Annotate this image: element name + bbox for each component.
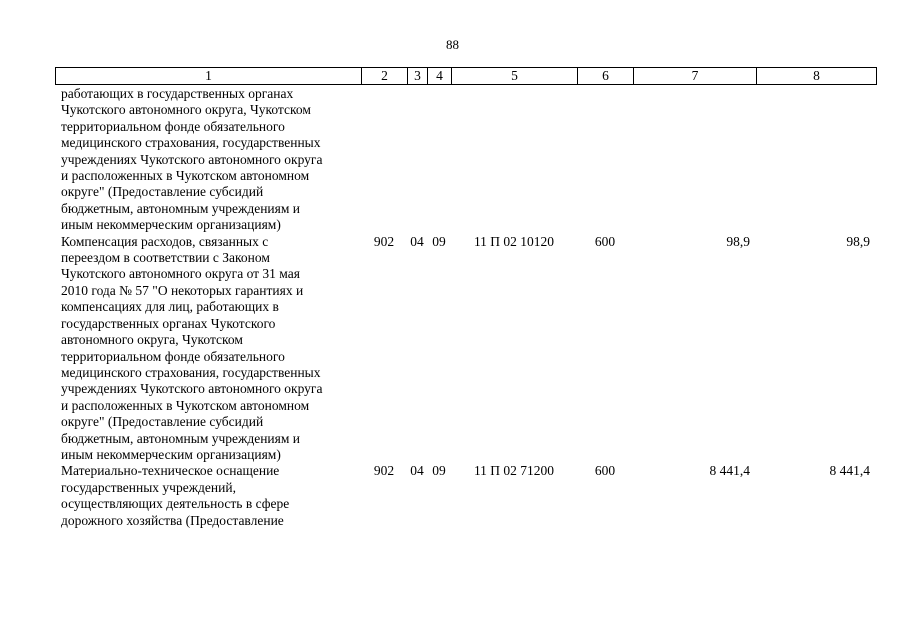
table-row bbox=[55, 86, 876, 234]
header-col-4: 4 bbox=[428, 68, 452, 85]
header-col-6: 6 bbox=[578, 68, 634, 85]
header-col-8: 8 bbox=[757, 68, 877, 85]
row-subsection: 09 bbox=[432, 233, 446, 249]
row-amount-1: 98,9 bbox=[726, 233, 750, 249]
row-target-article: 11 П 02 10120 bbox=[473, 233, 555, 249]
row-expense-type bbox=[577, 86, 633, 234]
header-col-7: 7 bbox=[634, 68, 757, 85]
budget-table bbox=[55, 86, 876, 529]
row-target-article: 11 П 02 71200 bbox=[473, 463, 555, 479]
row-expense-type: 600 bbox=[594, 233, 616, 249]
row-ministry-code: 902 bbox=[373, 233, 395, 249]
row-amount-2: 8 441,4 bbox=[829, 463, 870, 479]
table-row bbox=[55, 463, 876, 529]
row-subsection bbox=[427, 86, 451, 234]
page-number: 88 bbox=[446, 37, 459, 52]
row-description: Материально-техническое оснащение государственных учреждений, осуществляющих деятельность в сфере дорожного хозяйства (Предоставление bbox=[61, 463, 290, 528]
row-section: 04 bbox=[410, 463, 424, 479]
row-section bbox=[407, 86, 427, 234]
row-description: Компенсация расходов, связанных с переездом в соответствии с Законом Чукотского автономного округа от 31 мая 2010 года № 57 "О некоторых гарантиях и компенсациях для лиц, работающих в государственных органах Чукотского автономного округа, Чукотском территориальном фонде обязательного медицинского страхования, государственных учреждениях Чукотского автономного округа и расположенных в Чукотском автономном округе" (Предоставление субсидий бюджетным, автономным учреждениям и иным некоммерческим организациям) bbox=[61, 233, 323, 462]
row-expense-type: 600 bbox=[594, 463, 616, 479]
row-section: 04 bbox=[410, 233, 424, 249]
header-col-5: 5 bbox=[452, 68, 578, 85]
header-col-3: 3 bbox=[408, 68, 428, 85]
table-header bbox=[55, 67, 877, 85]
row-amount-2 bbox=[756, 86, 876, 234]
row-ministry-code bbox=[361, 86, 407, 234]
header-col-2: 2 bbox=[362, 68, 408, 85]
row-ministry-code: 902 bbox=[373, 463, 395, 479]
row-amount-2: 98,9 bbox=[846, 233, 870, 249]
row-target-article bbox=[451, 86, 577, 234]
row-subsection: 09 bbox=[432, 463, 446, 479]
row-description: работающих в государственных органах Чукотского автономного округа, Чукотском территориальном фонде обязательного медицинского страхования, государственных учреждениях Чукотского автономного округа и расположенных в Чукотском автономном округе" (Предоставление субсидий бюджетным, автономным учреждениям и иным некоммерческим организациям) bbox=[61, 86, 323, 233]
table-row bbox=[55, 234, 876, 464]
header-col-1: 1 bbox=[56, 68, 362, 85]
row-amount-1: 8 441,4 bbox=[709, 463, 750, 479]
row-amount-1 bbox=[633, 86, 756, 234]
